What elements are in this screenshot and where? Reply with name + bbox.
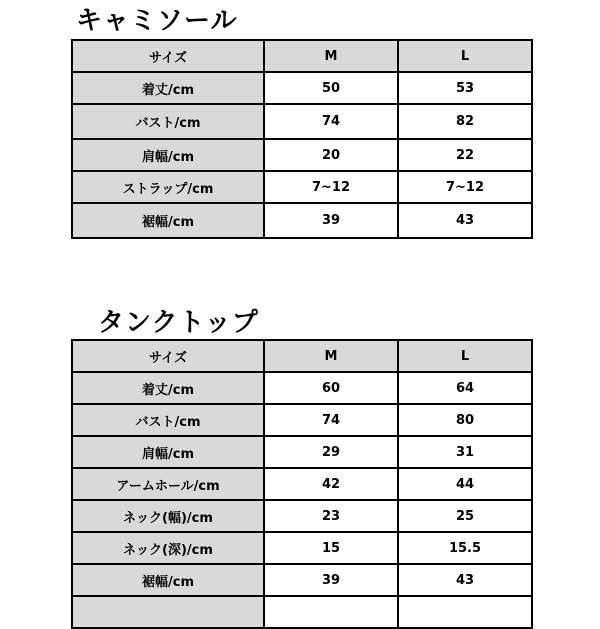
value-m: 74 (264, 404, 398, 436)
tank-top-title: タンクトップ (98, 308, 259, 338)
header-m: M (264, 40, 398, 72)
camisole-title: キャミソール (76, 6, 238, 36)
row-label: 着丈/cm (72, 72, 264, 104)
value-l: 22 (398, 139, 532, 171)
value-m: 74 (264, 104, 398, 139)
value-l: 43 (398, 564, 532, 596)
value-l: 7~12 (398, 171, 532, 203)
value-m: 42 (264, 468, 398, 500)
table-header-row (72, 40, 532, 72)
table-row (72, 404, 532, 436)
value-m: 15 (264, 532, 398, 564)
header-m: M (264, 340, 398, 372)
header-size: サイズ (72, 40, 264, 72)
row-label: ネック(深)/cm (72, 532, 264, 564)
table-row (72, 171, 532, 203)
value-l: 15.5 (398, 532, 532, 564)
value-l: 31 (398, 436, 532, 468)
header-l: L (398, 40, 532, 72)
value-l: 44 (398, 468, 532, 500)
value-l: 25 (398, 500, 532, 532)
table-row (72, 436, 532, 468)
table-row (72, 564, 532, 596)
value-l (398, 596, 532, 628)
table-row (72, 372, 532, 404)
value-m: 39 (264, 564, 398, 596)
row-label: 着丈/cm (72, 372, 264, 404)
table-row (72, 596, 532, 628)
value-l: 82 (398, 104, 532, 139)
row-label: 裾幅/cm (72, 203, 264, 238)
table-row (72, 104, 532, 139)
value-m: 29 (264, 436, 398, 468)
value-l: 43 (398, 203, 532, 238)
tank-top-size-table (71, 339, 533, 629)
value-l: 64 (398, 372, 532, 404)
header-size: サイズ (72, 340, 264, 372)
row-label: ストラップ/cm (72, 171, 264, 203)
value-m: 50 (264, 72, 398, 104)
table-row (72, 203, 532, 238)
table-row (72, 500, 532, 532)
row-label: 肩幅/cm (72, 436, 264, 468)
value-m: 39 (264, 203, 398, 238)
value-m: 23 (264, 500, 398, 532)
table-row (72, 72, 532, 104)
row-label: アームホール/cm (72, 468, 264, 500)
value-m: 20 (264, 139, 398, 171)
camisole-size-table (71, 39, 533, 239)
table-header-row (72, 340, 532, 372)
row-label: バスト/cm (72, 104, 264, 139)
row-label: 肩幅/cm (72, 139, 264, 171)
row-label (72, 596, 264, 628)
header-l: L (398, 340, 532, 372)
row-label: バスト/cm (72, 404, 264, 436)
table-row (72, 468, 532, 500)
row-label: ネック(幅)/cm (72, 500, 264, 532)
table-row (72, 532, 532, 564)
value-m: 7~12 (264, 171, 398, 203)
value-m (264, 596, 398, 628)
value-l: 80 (398, 404, 532, 436)
value-l: 53 (398, 72, 532, 104)
value-m: 60 (264, 372, 398, 404)
row-label: 裾幅/cm (72, 564, 264, 596)
table-row (72, 139, 532, 171)
